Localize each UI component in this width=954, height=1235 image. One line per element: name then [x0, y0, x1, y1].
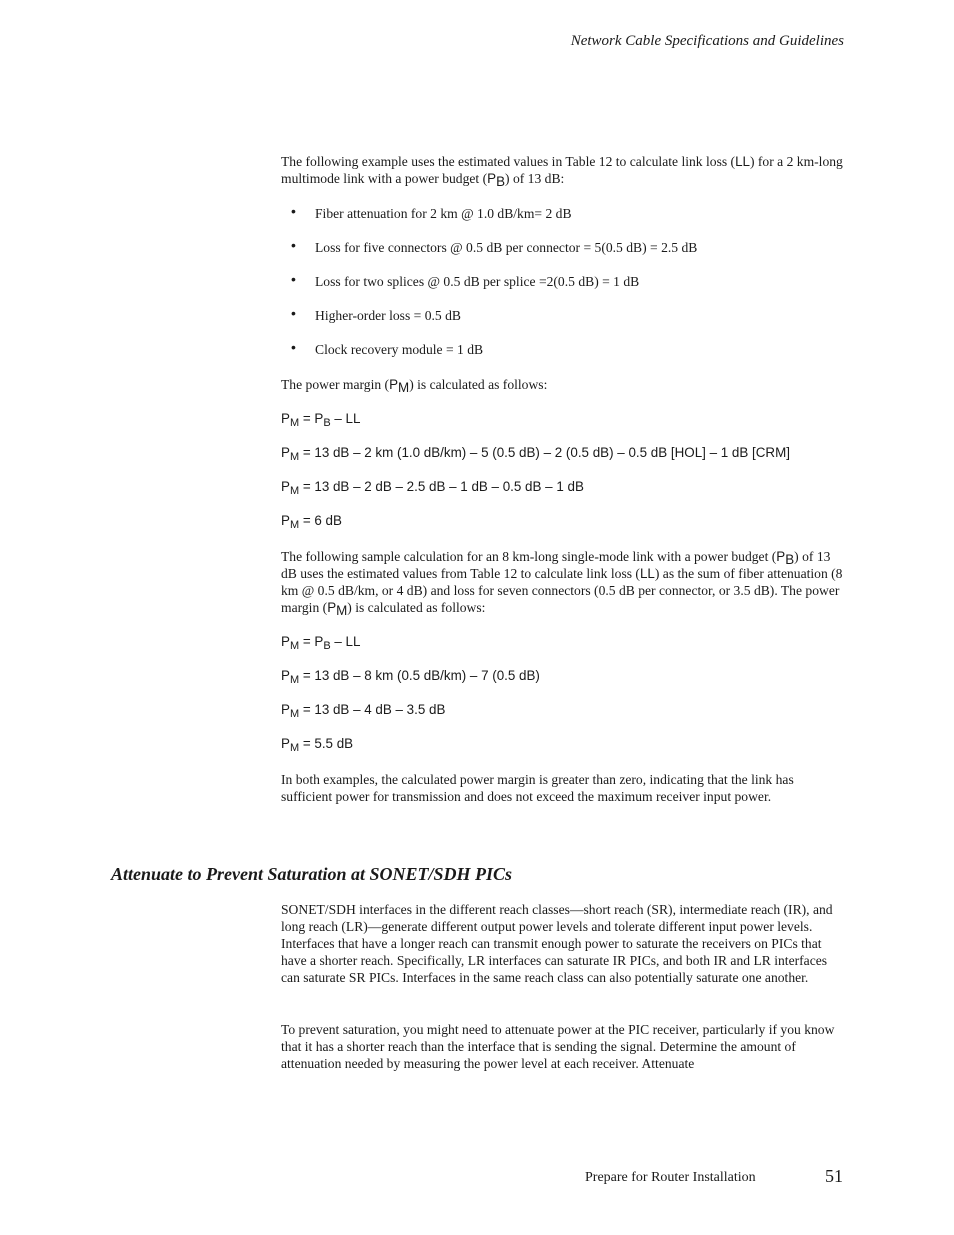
loss-bullet-list — [281, 205, 843, 375]
list-item — [281, 205, 843, 239]
p-symbol: P — [487, 171, 497, 186]
intro-text: ) of 13 dB: — [505, 171, 565, 186]
bullet-text: Loss for two splices @ 0.5 dB per splice =2(0.5 dB) = 1 dB — [315, 274, 640, 289]
saturation-paragraph-1: SONET/SDH interfaces in the different reach classes—short reach (SR), intermediate reach (IR), and long reach (LR)—generate different output power levels and tolerate different input power levels. Interfaces that have a longer reach can transmit enough power to saturate the receivers on PICs that have a shorter reach. Specifically, LR interfaces can saturate IR PICs, and both IR and LR interfaces can saturate SR PICs. Interfaces in the same reach class can also potentially saturate one another. — [281, 902, 833, 985]
equation: $P_M = 13$ dB – 2 km (1.0 dB/km) – 5 (0.5 dB) – 2 (0.5 dB) – 0.5 dB [HOL] – 1 dB [CRM] — [281, 445, 790, 463]
bullet-text: Loss for five connectors @ 0.5 dB per connector = 5(0.5 dB) = 2.5 dB — [315, 240, 698, 255]
saturation-paragraph-2: To prevent saturation, you might need to attenuate power at the PIC receiver, particularly if you know that it has a shorter reach than the interface that is sending the signal. Determine the amount of attenuation needed by measuring the power level at each receiver. Attenuate — [281, 1022, 835, 1071]
running-header: Network Cable Specifications and Guidelines — [570, 33, 844, 49]
ll-symbol: LL — [735, 154, 750, 169]
p-symbol: P — [389, 377, 399, 392]
equation: $P_M = P_B$ – LL — [281, 634, 361, 652]
page-number: 51 — [825, 1166, 843, 1186]
b-subscript: B — [496, 174, 506, 189]
bullet-icon: • — [291, 305, 296, 321]
bullet-text: Clock recovery module = 1 dB — [315, 342, 484, 357]
sample-paragraph: The following sample calculation for an 8 km-long single-mode link with a power budget $(P_B)$ of 13 dB uses the estimated values from Table 12 to calculate link loss (LL) as the sum of fiber attenuation (8 km @ 0.5 dB/km, or 4 dB) and loss for seven connectors (0.5 dB per connector, or 3.5 dB). The power margin $(P_M)$ is calculated as follows: — [281, 549, 843, 618]
text: The power margin ( — [281, 377, 390, 392]
list-item — [281, 307, 843, 341]
bullet-icon: • — [291, 237, 296, 253]
intro-paragraph — [281, 153, 843, 187]
list-item — [281, 239, 843, 273]
equation: $P_M = 13$ dB – 2 dB – 2.5 dB – 1 dB – 0.5 dB – 1 dB — [281, 479, 584, 497]
equations-single-mode — [281, 633, 843, 769]
conclusion-paragraph: In both examples, the calculated power margin is greater than zero, indicating that the link has sufficient power for transmission and does not exceed the maximum receiver input power. — [281, 772, 794, 804]
list-item — [281, 273, 843, 307]
equation: $P_M = 5.5$ dB — [281, 736, 354, 754]
bullet-text: Higher-order loss = 0.5 dB — [315, 308, 461, 323]
bullet-text: Fiber attenuation for 2 km @ 1.0 dB/km= 2 dB — [315, 206, 572, 221]
bullet-icon: • — [291, 339, 296, 355]
bullet-icon: • — [291, 203, 296, 219]
equation: $P_M = 13$ dB – 8 km (0.5 dB/km) – 7 (0.5 dB) — [281, 668, 540, 686]
list-item — [281, 341, 843, 375]
footer-title: Prepare for Router Installation — [585, 1170, 756, 1185]
equation: $P_M = 6$ dB — [281, 513, 342, 531]
equation: $P_M = P_B$ – LL — [281, 411, 361, 429]
intro-text: ) for a 2 km-long multimode link with a power budget ( — [281, 154, 843, 186]
m-subscript: M — [398, 380, 410, 395]
power-margin-intro — [281, 376, 843, 393]
text: ) is calculated as follows: — [409, 377, 548, 392]
bullet-icon: • — [291, 271, 296, 287]
section-heading: Attenuate to Prevent Saturation at SONET/SDH PICs — [111, 864, 513, 884]
intro-text: The following example uses the estimated values in Table 12 to calculate link loss ( — [281, 154, 736, 169]
equations-multimode — [281, 410, 843, 546]
equation: $P_M = 13$ dB – 4 dB – 3.5 dB — [281, 702, 446, 720]
